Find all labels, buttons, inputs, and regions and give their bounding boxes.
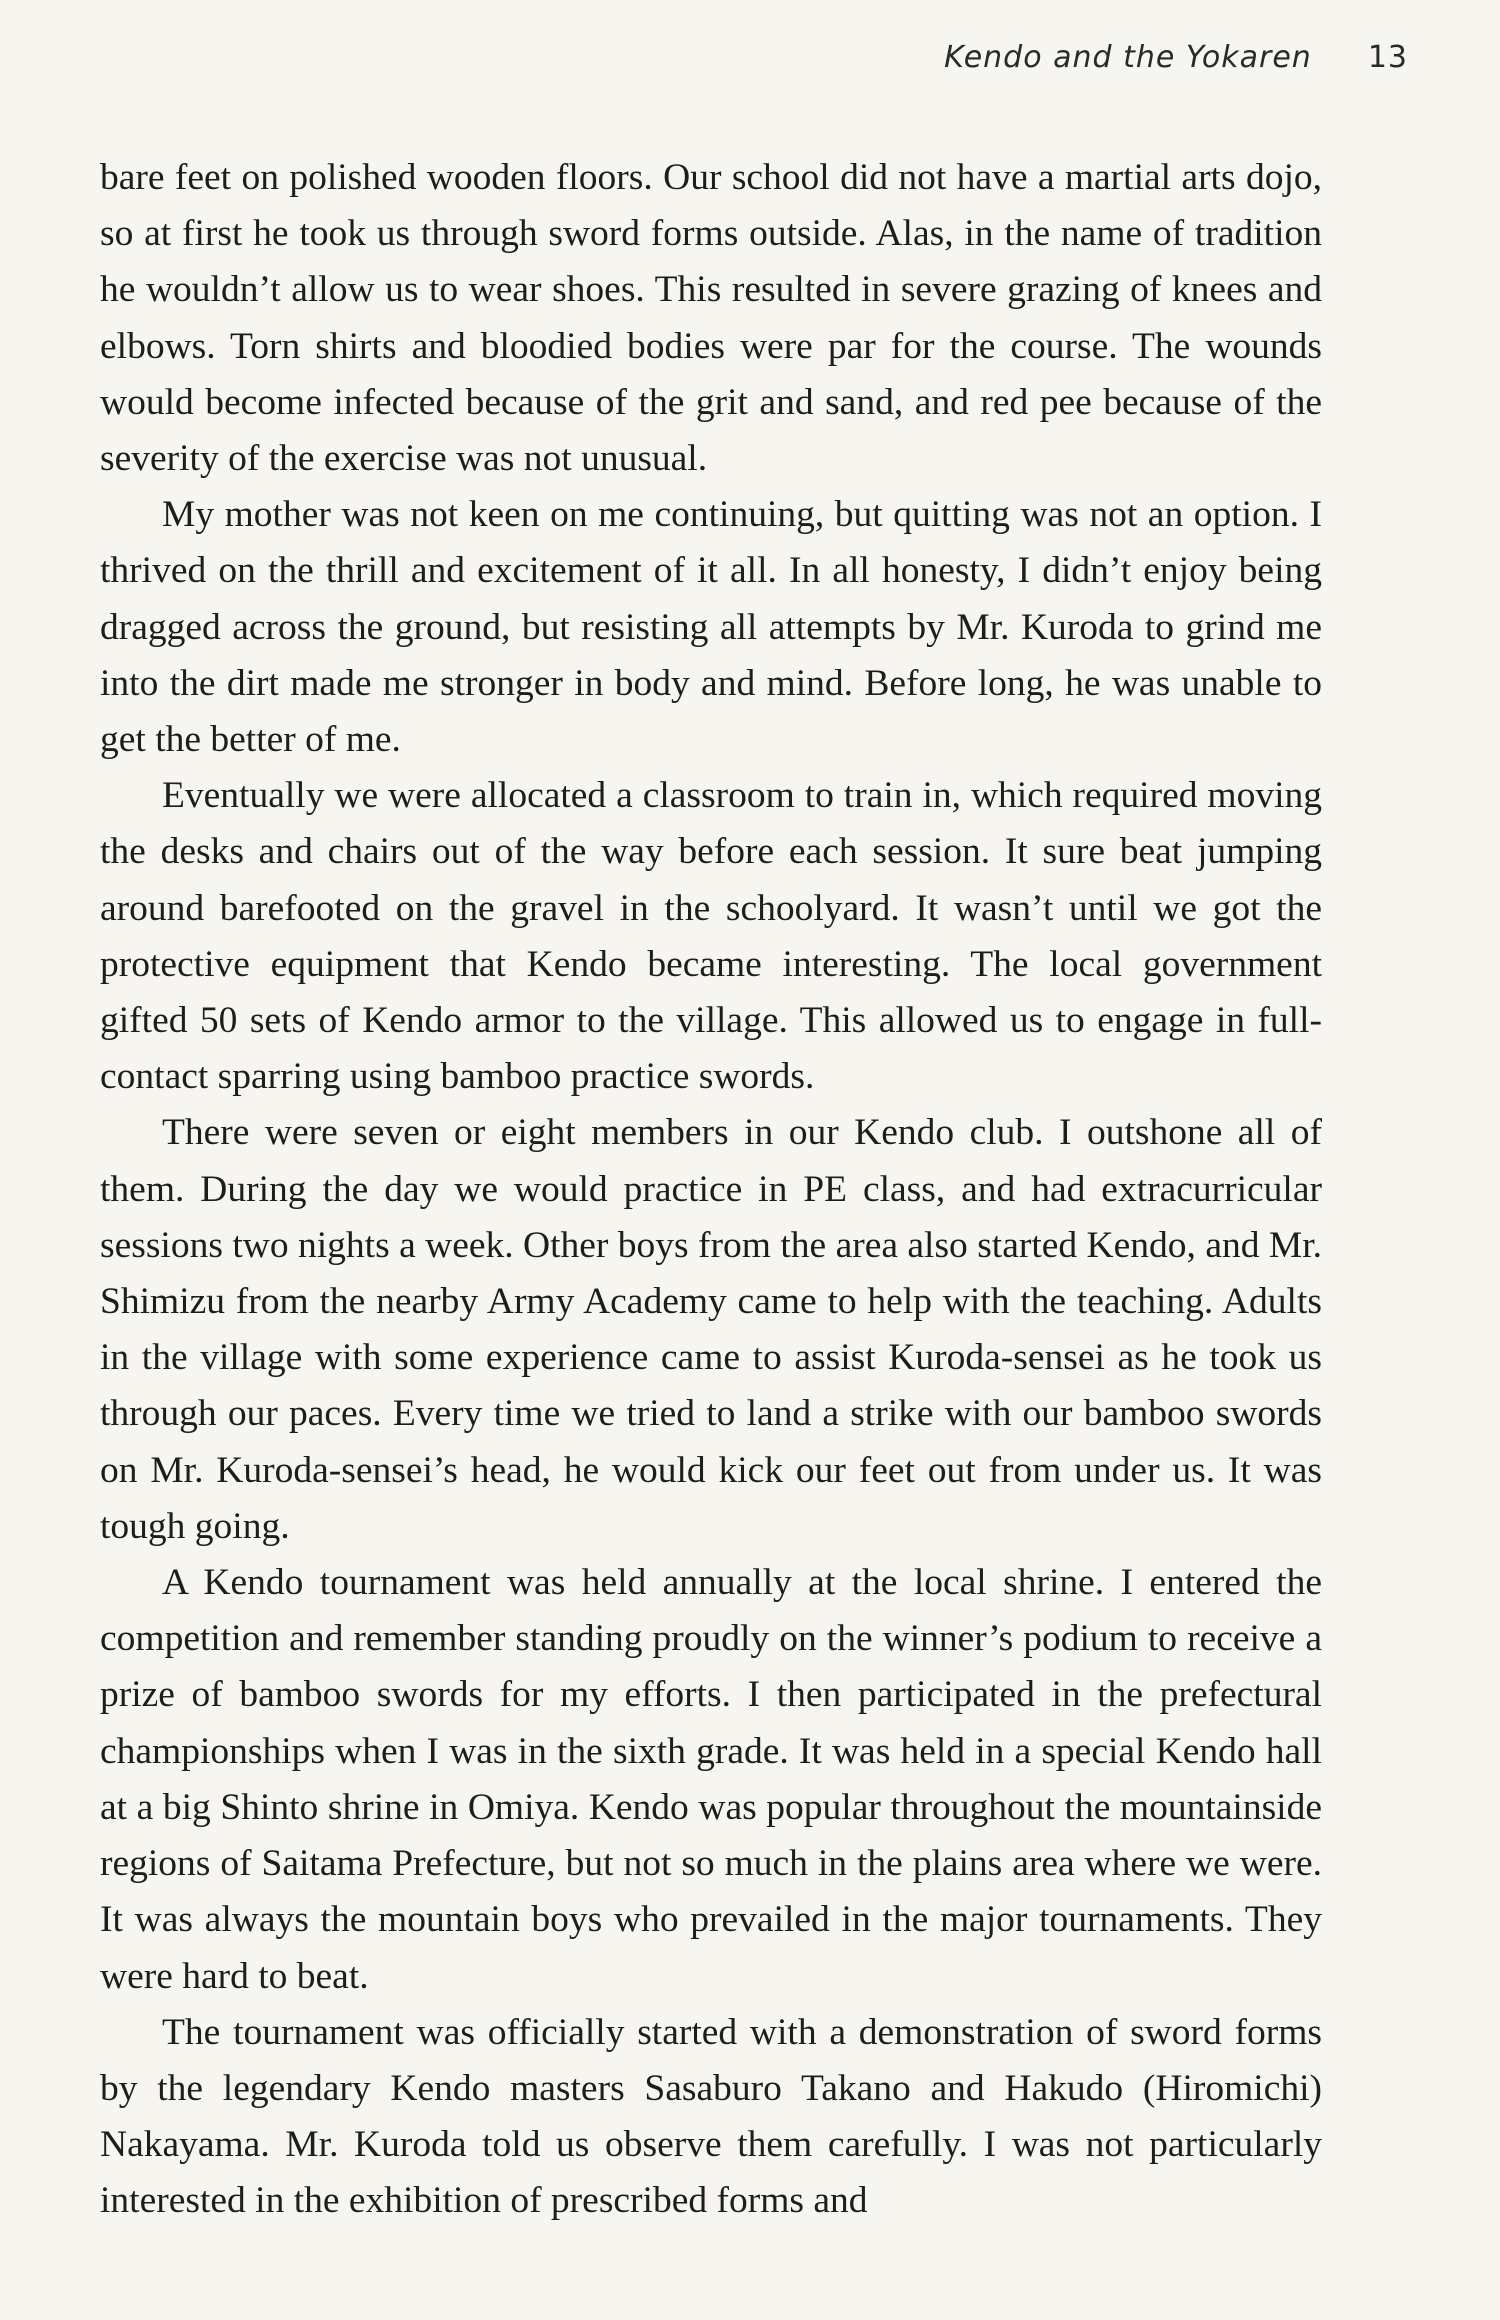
paragraph-6: The tournament was officially started with a demonstration of sword forms by the legendary Kendo masters Sasaburo Takano and Hakudo (Hiromichi) Nakayama. Mr. Kuroda told us observe them carefully. I was not particularly interested in the exhibition of prescribed forms and [100,2011,1322,2222]
paragraph-1: bare feet on polished wooden floors. Our school did not have a martial arts dojo, so at first he took us through sword forms outside. Alas, in the name of tradition he wouldn’t allow us to wear shoes. This resulted in severe grazing of knees and elbows. Torn shirts and bloodied bodies were par for the course. The wounds would become infected because of the grit and sand, and red pee because of the severity of the exercise was not unusual. [100,157,1322,480]
running-head: Kendo and the Yokaren [944,40,1312,75]
page-number: 13 [1367,40,1408,75]
paragraph-3: Eventually we were allocated a classroom to train in, which required moving the desks and chairs out of the way before each session. It sure beat jumping around barefooted on the gravel in the schoolyard. It wasn’t until we got the protective equipment that Kendo became interesting. The local government gifted 50 sets of Kendo armor to the village. This allowed us to engage in full-contact sparring using bamboo practice swords. [100,775,1322,1098]
body-text [100,150,1322,2230]
paragraph-4: There were seven or eight members in our Kendo club. I outshone all of them. During the day we would practice in PE class, and had extracurricular sessions two nights a week. Other boys from the area also started Kendo, and Mr. Shimizu from the nearby Army Academy came to help with the teaching. Adults in the village with some experience came to assist Kuroda-sensei as he took us through our paces. Every time we tried to land a strike with our bamboo swords on Mr. Kuroda-sensei’s head, he would kick our feet out from under us. It was tough going. [100,1112,1322,1547]
paragraph-2: My mother was not keen on me continuing, but quitting was not an option. I thrived on the thrill and excitement of it all. In all honesty, I didn’t enjoy being dragged across the ground, but resisting all attempts by Mr. Kuroda to grind me into the dirt made me stronger in body and mind. Before long, he was unable to get the better of me. [100,494,1322,761]
page-header [944,40,1408,75]
paragraph-5: A Kendo tournament was held annually at the local shrine. I entered the competition and remember standing proudly on the winner’s podium to receive a prize of bamboo swords for my efforts. I then participated in the prefectural championships when I was in the sixth grade. It was held in a special Kendo hall at a big Shinto shrine in Omiya. Kendo was popular throughout the mountainside regions of Saitama Prefecture, but not so much in the plains area where we were. It was always the mountain boys who prevailed in the major tournaments. They were hard to beat. [100,1562,1322,1997]
